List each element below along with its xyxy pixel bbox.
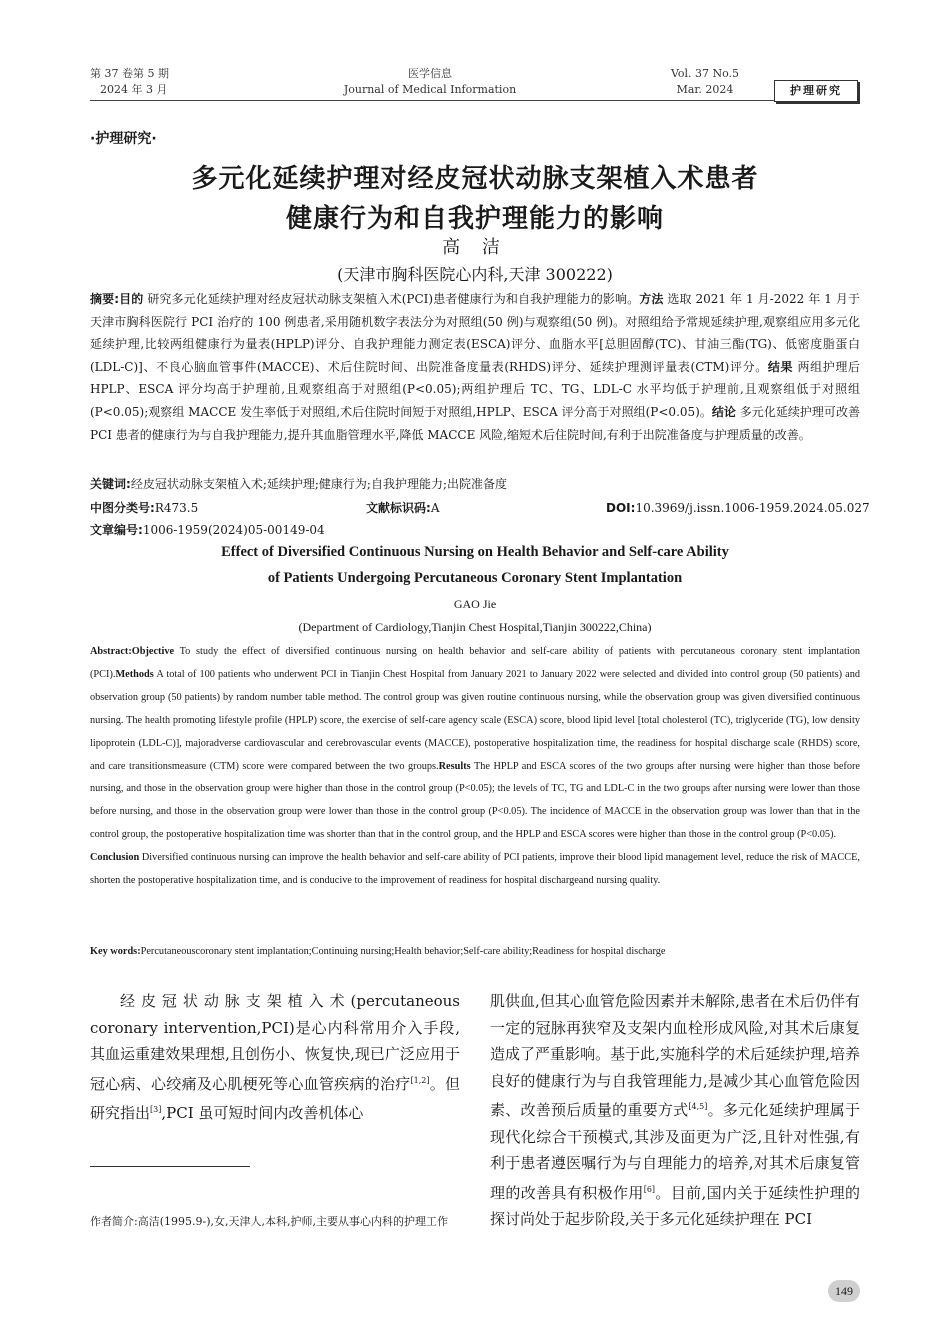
date-en: Mar. 2024 xyxy=(676,83,734,96)
title-cn-line2: 健康行为和自我护理能力的影响 xyxy=(285,204,664,234)
keywords-cn-label: 关键词: xyxy=(90,477,131,491)
conclusion-label-en: Conclusion xyxy=(90,852,140,864)
title-cn-line1: 多元化延续护理对经皮冠状动脉支架植入术患者 xyxy=(191,164,759,194)
body-right-text-c: 。目前,国内关于延续性护理的探讨尚处于起步阶段,关于多元化延续护理在 PCI xyxy=(490,1183,860,1228)
body-column-right xyxy=(490,988,860,1233)
volume-cn: 第 37 卷第 5 期 xyxy=(90,67,169,80)
methods-label-cn: 方法 xyxy=(639,292,664,306)
header-divider xyxy=(90,100,775,101)
body-right-text-a: 肌供血,但其心血管危险因素并未解除,患者在术后仍伴有一定的冠脉再狭窄及支架内血栓形成风险,对其术后康复造成了严重影响。基于此,实施科学的术后延续护理,培养良好的健康行为与自我管理能力,是减少其心血管危险因素、改善预后质量的重要方式 xyxy=(490,992,860,1119)
clc-value: R473.5 xyxy=(154,501,199,515)
objective-label-cn: 目的 xyxy=(119,292,144,306)
keywords-cn xyxy=(90,473,860,496)
clc-label: 中图分类号: xyxy=(90,501,155,515)
citation-4-5: [4,5] xyxy=(688,1102,708,1111)
header-volume-cn xyxy=(90,66,169,98)
citation-1-2: [1,2] xyxy=(410,1075,430,1085)
author-en: GAO Jie xyxy=(453,597,497,611)
clc-number xyxy=(90,498,198,518)
body-left-text-b: 。但研究指出 xyxy=(90,1074,460,1122)
doi-label: DOI: xyxy=(606,501,636,515)
doi xyxy=(606,498,870,518)
document-code xyxy=(366,498,439,518)
objective-cn: 研究多元化延续护理对经皮冠状动脉支架植入术(PCI)患者健康行为和自我护理能力的影响。 xyxy=(143,292,640,306)
keywords-en-label: Key words: xyxy=(90,946,141,957)
conclusion-en: Diversified continuous nursing can improve the health behavior and self-care ability of PCI patients, improve their blood lipid management level, reduce the risk of MACCE, shorten the postoperative hospitalization time, and is conducive to the improvement of readiness for hospital dischargeand nursing quality. xyxy=(90,852,860,887)
methods-label-en: Methods xyxy=(115,668,154,680)
doc-code-value: A xyxy=(430,501,440,515)
results-label-en: Results xyxy=(438,760,471,772)
body-column-left xyxy=(90,988,460,1127)
citation-6: [6] xyxy=(643,1184,656,1194)
article-number xyxy=(90,520,325,540)
section-tag: 护理研究 xyxy=(774,80,858,102)
header-volume-en xyxy=(640,66,770,98)
date-cn: 2024 年 3 月 xyxy=(100,83,168,96)
title-en-line1: Effect of Diversified Continuous Nursing on Health Behavior and Self-care Ability xyxy=(221,544,729,560)
abstract-en xyxy=(90,641,860,893)
section-label: ·护理研究· xyxy=(90,131,157,147)
methods-en: A total of 100 patients who underwent PCI in Tianjin Chest Hospital from January 2021 to January 2022 were selected and divided into control group (50 patients) and observation group (50 patients) by random number table method. The control group was given routine continuous nursing, while the observation group was given diversified continuous nursing. The health promoting lifestyle profile (HPLP) score, the exercise of self-care agency scale (ESCA) score, blood lipid level [total cholesterol (TC), triglyceride (TG), low density lipoprotein (LDL-C)], majoradverse cardiovascular and cerebrovascular events (MACCE), postoperative hospitalization time, the readiness for hospital discharge scale (RHDS) score, and care transitionsmeasure (CTM) score were compared between the two groups. xyxy=(90,668,860,772)
body-left-text-a: 经皮冠状动脉支架植入术(percutaneous coronary intervention,PCI)是心内科常用介入手段,其血运重建效果理想,且创伤小、恢复快,现已广泛应用于冠心病、心绞痛及心肌梗死等心血管疾病的治疗 xyxy=(90,992,460,1093)
header-journal xyxy=(330,66,530,98)
keywords-en-text: Percutaneouscoronary stent implantation;Continuing nursing;Health behavior;Self-care ability;Readiness for hospital discharge xyxy=(140,946,666,957)
journal-name-en: Journal of Medical Information xyxy=(343,83,517,96)
title-en-line2: of Patients Undergoing Percutaneous Coronary Stent Implantation xyxy=(267,570,683,586)
citation-3: [3] xyxy=(150,1105,162,1114)
abstract-cn xyxy=(90,288,860,446)
affiliation-cn: (天津市胸科医院心内科,天津 300222) xyxy=(337,265,613,284)
abstract-en-label: Abstract: xyxy=(90,646,132,657)
abstract-cn-label: 摘要: xyxy=(90,292,120,306)
journal-name-cn: 医学信息 xyxy=(408,67,452,80)
objective-label-en: Objective xyxy=(131,646,175,657)
keywords-en xyxy=(90,943,860,961)
doi-value: 10.3969/j.issn.1006-1959.2024.05.027 xyxy=(635,501,870,515)
doc-code-label: 文献标识码: xyxy=(366,501,431,515)
author-cn: 高 洁 xyxy=(442,237,508,258)
article-no-label: 文章编号: xyxy=(90,523,143,537)
results-label-cn: 结果 xyxy=(767,359,794,374)
page-number: 149 xyxy=(828,1280,860,1302)
results-en: The HPLP and ESCA scores of the two groups after nursing were higher than those before nursing, and those in the observation group were higher than those in the control group (P<0.05); the levels of TC, TG and LDL-C in the two groups after nursing were lower than those before nursing, and those in the observation group were lower than those in the control group (P<0.05). The incidence of MACCE in the observation group was lower than that in the control group, the postoperative hospitalization time was shorter than that in the control group, and the HPLP and ESCA scores were higher than those in the control group (P<0.05). xyxy=(90,760,861,841)
volume-en: Vol. 37 No.5 xyxy=(670,67,740,80)
article-no-value: 1006-1959(2024)05-00149-04 xyxy=(142,523,325,537)
keywords-cn-text: 经皮冠状动脉支架植入术;延续护理;健康行为;自我护理能力;出院准备度 xyxy=(130,477,507,491)
body-left-text-c: ,PCI 虽可短时间内改善机体心 xyxy=(161,1104,364,1122)
body-right-text-b: 。多元化延续护理属于现代化综合干预模式,其涉及面更为广泛,且针对性强,有利于患者遵医嘱行为与自理能力的培养,对其术后康复管理的改善具有积极作用 xyxy=(490,1101,860,1202)
methods-cn: 选取 2021 年 1 月-2022 年 1 月于天津市胸科医院行 PCI 治疗的 100 例患者,采用随机数字表法分为对照组(50 例)与观察组(50 例)。对照组给予常规延续护理,观察组应用多元化延续护理,比较两组健康行为量表(HPLP)评分、自我护理能力测定表(ESCA)评分、血脂水平[总胆固醇(TC)、甘油三酯(TG)、低密度脂蛋白(LDL-C)]、不良心脑血管事件(MACCE)、术后住院时间、出院准备度量表(RHDS)评分、延续护理测评量表(CTM)评分。 xyxy=(90,292,860,374)
affiliation-en: (Department of Cardiology,Tianjin Chest Hospital,Tianjin 300222,China) xyxy=(298,620,652,634)
footnote-divider xyxy=(90,1166,250,1167)
results-cn: 两组护理后 HPLP、ESCA 评分均高于护理前,且观察组高于对照组(P<0.05);两组护理后 TC、TG、LDL-C 水平均低于护理前,且观察组低于对照组(P<0.05);观察组 MACCE 发生率低于对照组,术后住院时间短于对照组,HPLP、ESCA 评分高于对照组(P<0.05)。 xyxy=(90,359,860,419)
conclusion-cn: 多元化延续护理可改善 PCI 患者的健康行为与自我护理能力,提升其血脂管理水平,降低 MACCE 风险,缩短术后住院时间,有利于出院准备度与护理质量的改善。 xyxy=(90,404,860,442)
author-footnote: 作者简介:高洁(1995.9-),女,天津人,本科,护师,主要从事心内科的护理工作 xyxy=(90,1215,448,1228)
objective-en: To study the effect of diversified continuous nursing on health behavior and self-care ability of patients with percutaneous coronary stent implantation (PCI). xyxy=(90,646,860,680)
conclusion-label-cn: 结论 xyxy=(711,404,736,419)
